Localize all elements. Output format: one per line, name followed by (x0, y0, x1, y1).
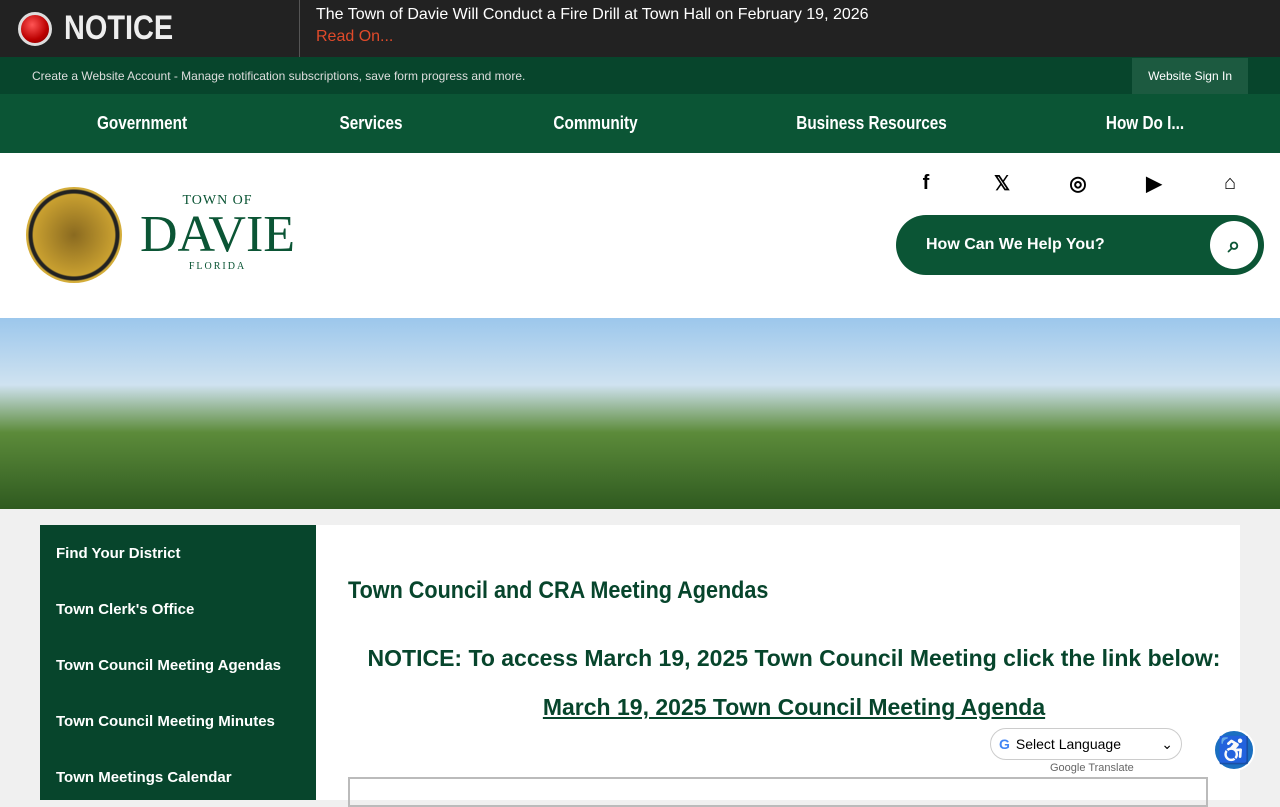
nav-how-do-i[interactable]: How Do I... (1105, 113, 1184, 133)
google-icon: G (999, 736, 1010, 752)
page-title: Town Council and CRA Meeting Agendas (348, 577, 769, 604)
notice-bar (0, 0, 1280, 57)
logo[interactable] (140, 193, 295, 272)
hero-image (0, 318, 1280, 509)
nav-business-resources[interactable]: Business Resources (796, 113, 948, 133)
notice-headline[interactable]: The Town of Davie Will Conduct a Fire Drill at Town Hall on February 19, 2026 (316, 6, 869, 23)
instagram-icon[interactable]: ◎ (1069, 172, 1087, 195)
account-bar (0, 57, 1280, 94)
powered-by: Google Translate (1050, 762, 1134, 774)
sidebar-item-clerk[interactable]: Town Clerk's Office (56, 600, 195, 618)
search-icon[interactable]: ⌕ (1210, 221, 1258, 269)
logo-name: DAVIE (140, 206, 296, 263)
notice-label: NOTICE (64, 9, 174, 47)
search-placeholder: How Can We Help You? (926, 236, 1105, 253)
social-links (912, 169, 1244, 197)
town-seal[interactable] (26, 187, 122, 283)
sidebar-item-find-district[interactable]: Find Your District (56, 544, 181, 562)
sidebar-item-agendas[interactable]: Town Council Meeting Agendas (56, 656, 281, 674)
read-on-link[interactable]: Read On... (316, 28, 394, 45)
x-icon[interactable]: 𝕏 (993, 172, 1011, 195)
agenda-link[interactable]: March 19, 2025 Town Council Meeting Agenda (542, 694, 1046, 720)
youtube-icon[interactable]: ▶ (1146, 172, 1162, 195)
sidebar-item-calendar[interactable]: Town Meetings Calendar (56, 768, 232, 786)
nav-government[interactable]: Government (97, 113, 188, 133)
logo-state: FLORIDA (188, 261, 247, 272)
notice-text: NOTICE: To access March 19, 2025 Town Council Meeting click the link below: (367, 645, 1221, 671)
sign-in-button[interactable]: Website Sign In (1132, 58, 1248, 94)
language-select[interactable] (990, 728, 1182, 760)
main (348, 525, 1240, 721)
sidebar (40, 525, 316, 800)
main-nav (0, 94, 1280, 153)
home-icon[interactable]: ⌂ (1223, 171, 1237, 194)
logo-town-of: TOWN OF (182, 193, 253, 208)
alert-icon (18, 12, 52, 46)
nav-services[interactable]: Services (339, 113, 403, 133)
chevron-down-icon: ⌄ (1161, 735, 1173, 752)
nav-community[interactable]: Community (553, 113, 638, 133)
create-account-link[interactable]: Create a Website Account - Manage notification subscriptions, save form progress and more. (32, 68, 526, 83)
facebook-icon[interactable]: f (922, 171, 930, 194)
accessibility-icon[interactable]: ♿ (1213, 729, 1255, 771)
sidebar-item-minutes[interactable]: Town Council Meeting Minutes (56, 712, 275, 730)
search-input[interactable] (896, 215, 1264, 275)
language-label: Select Language (1015, 736, 1121, 752)
header (0, 153, 1280, 318)
embedded-frame (348, 777, 1208, 807)
